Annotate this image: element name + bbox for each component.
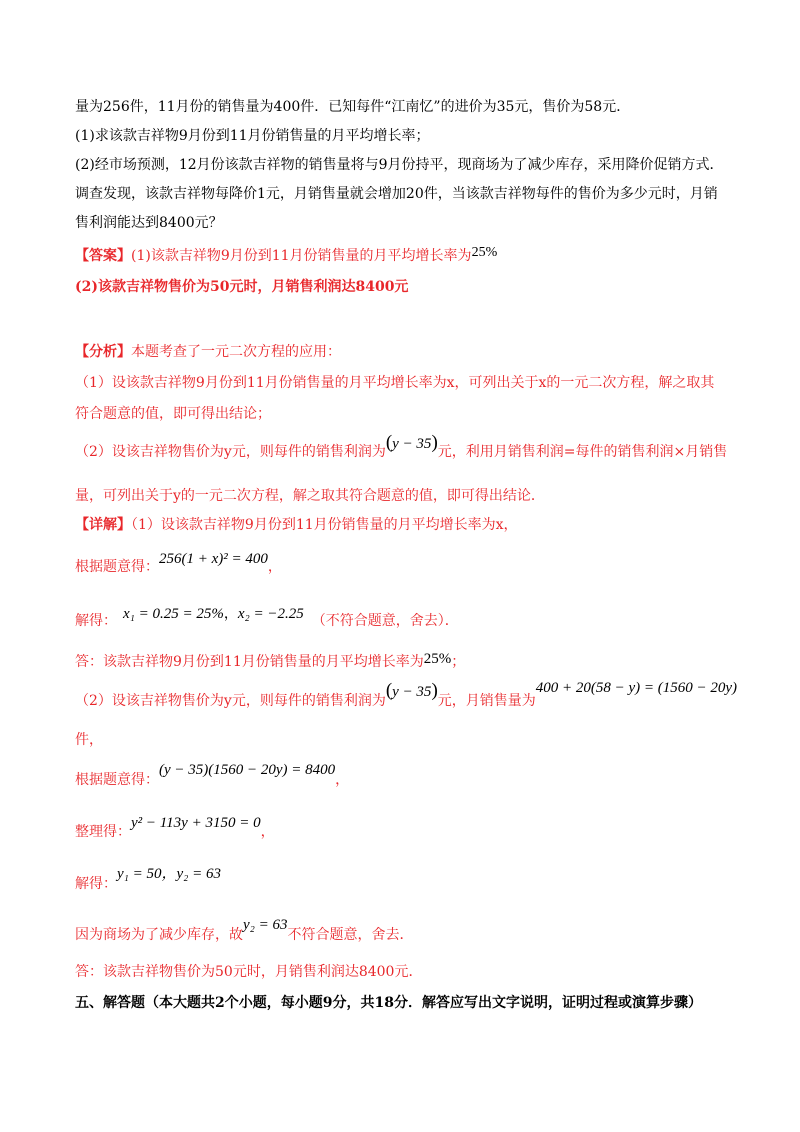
analysis-intro-line — [75, 342, 740, 362]
answer-1-value: 25% — [471, 245, 498, 260]
equation-2: (y − 35)(1560 − 20y) = 8400 — [159, 762, 336, 778]
equation-3: y² − 113y + 3150 = 0 — [131, 815, 261, 831]
equation-1-suffix: ， — [267, 559, 282, 575]
solution-2-line — [75, 866, 740, 894]
solution-1-note: （不符合题意，舍去）． — [311, 613, 459, 629]
answer-detail-1-text: 答：该款吉祥物9月份到11月份销售量的月平均增长率为 — [75, 654, 424, 670]
equation-1-line — [75, 551, 740, 577]
answer-1-text: (1)该款吉祥物9月份到11月份销售量的月平均增长率为 — [131, 248, 472, 264]
answer-2: (2)该款吉祥物售价为50元时，月销售利润达8400元 — [75, 279, 409, 295]
detail-part-2-prefix: （2）设该吉祥物售价为y元，则每件的销售利润为 — [75, 693, 386, 709]
analysis-part-1-line-1: （1）设该款吉祥物9月份到11月份销售量的月平均增长率为x，可列出关于x的一元二次方程，解之取其 — [75, 375, 715, 391]
equation-3-line — [75, 815, 740, 842]
reason-prefix: 因为商场为了减少库存，故 — [75, 927, 243, 943]
question-1: (1)求该款吉祥物9月份到11月份销售量的月平均增长率； — [75, 128, 430, 144]
equation-2-prefix: 根据题意得： — [75, 772, 159, 788]
answer-detail-1-end: ； — [451, 654, 466, 670]
analysis-part-2-line-1 — [75, 432, 740, 462]
solution-1-line: 解得： x₁ = 0.25 = 25%，x₂ = −2.25 （不符合题意，舍去）． — [75, 606, 459, 629]
detail-profit-expression-text: y − 35 — [392, 684, 432, 700]
monthly-sales-expression: 400 + 20(58 − y) = (1560 − 20y) — [535, 680, 738, 696]
answer-1 — [75, 246, 740, 267]
section-heading: 五、解答题（本大题共2个小题，每小题9分，共18分．解答应写出文字说明，证明过程或演算步骤） — [75, 995, 702, 1011]
answer-detail-1-value: 25% — [423, 651, 452, 667]
reason-expression: y₂ = 63 — [243, 917, 288, 933]
detail-part-2-unit: 件， — [75, 732, 103, 748]
detail-label: 【详解】 — [75, 517, 131, 533]
detail-line-1 — [75, 515, 740, 535]
solution-1-root-a: x₁ = 0.25 = 25% — [123, 606, 224, 622]
detail-profit-expression: (y − 35) — [385, 680, 438, 701]
question-2-line-1: (2)经市场预测，12月份该款吉祥物的销售量将与9月份持平，现商场为了减少库存，采用降价促销方式． — [75, 157, 724, 173]
equation-1-prefix: 根据题意得： — [75, 559, 159, 575]
question-2-line-2: 调查发现，该款吉祥物每降价1元，月销售量就会增加20件，当该款吉祥物每件的售价为多少元时，月销 — [75, 186, 718, 202]
question-2-line-3: 售利润能达到8400元？ — [75, 215, 223, 231]
reason-suffix: 不符合题意，舍去． — [287, 927, 414, 943]
problem-line-1: 量为256件，11月份的销售量为400件．已知每件“江南忆”的进价为35元，售价为58元． — [75, 99, 631, 115]
analysis-profit-expression-text: y − 35 — [392, 436, 432, 452]
detail-part-2-line — [75, 680, 740, 711]
answer-label: 【答案】 — [75, 248, 131, 264]
analysis-part-2-line-2: 量，可列出关于y的一元二次方程，解之取其符合题意的值，即可得出结论． — [75, 488, 545, 504]
equation-2-suffix: ， — [335, 772, 350, 788]
analysis-intro: 本题考查了一元二次方程的应用： — [131, 344, 341, 360]
equation-2-line — [75, 762, 740, 790]
answer-detail-1 — [75, 652, 740, 672]
detail-part-1-text: （1）设该款吉祥物9月份到11月份销售量的月平均增长率为x， — [131, 517, 518, 533]
answer-detail-2: 答：该款吉祥物售价为50元时，月销售利润达8400元． — [75, 964, 423, 980]
solution-2-prefix: 解得： — [75, 876, 117, 892]
analysis-label: 【分析】 — [75, 344, 131, 360]
analysis-part-2-prefix: （2）设该吉祥物售价为y元，则每件的销售利润为 — [75, 444, 386, 460]
solution-1-prefix: 解得： — [75, 613, 117, 629]
solution-2: y₁ = 50，y₂ = 63 — [117, 866, 221, 882]
detail-part-2-mid: 元，月销售量为 — [437, 693, 536, 709]
reason-line — [75, 917, 740, 945]
equation-1: 256(1 + x)² = 400 — [159, 551, 268, 567]
solution-1-root-b: x₂ = −2.25 — [237, 606, 304, 622]
equation-3-suffix: ， — [260, 824, 275, 840]
analysis-part-1-line-2: 符合题意的值，即可得出结论； — [75, 406, 271, 422]
equation-3-prefix: 整理得： — [75, 824, 131, 840]
analysis-profit-expression: (y − 35) — [385, 432, 438, 453]
analysis-part-2-suffix: 元，利用月销售利润=每件的销售利润×月销售 — [437, 444, 728, 460]
